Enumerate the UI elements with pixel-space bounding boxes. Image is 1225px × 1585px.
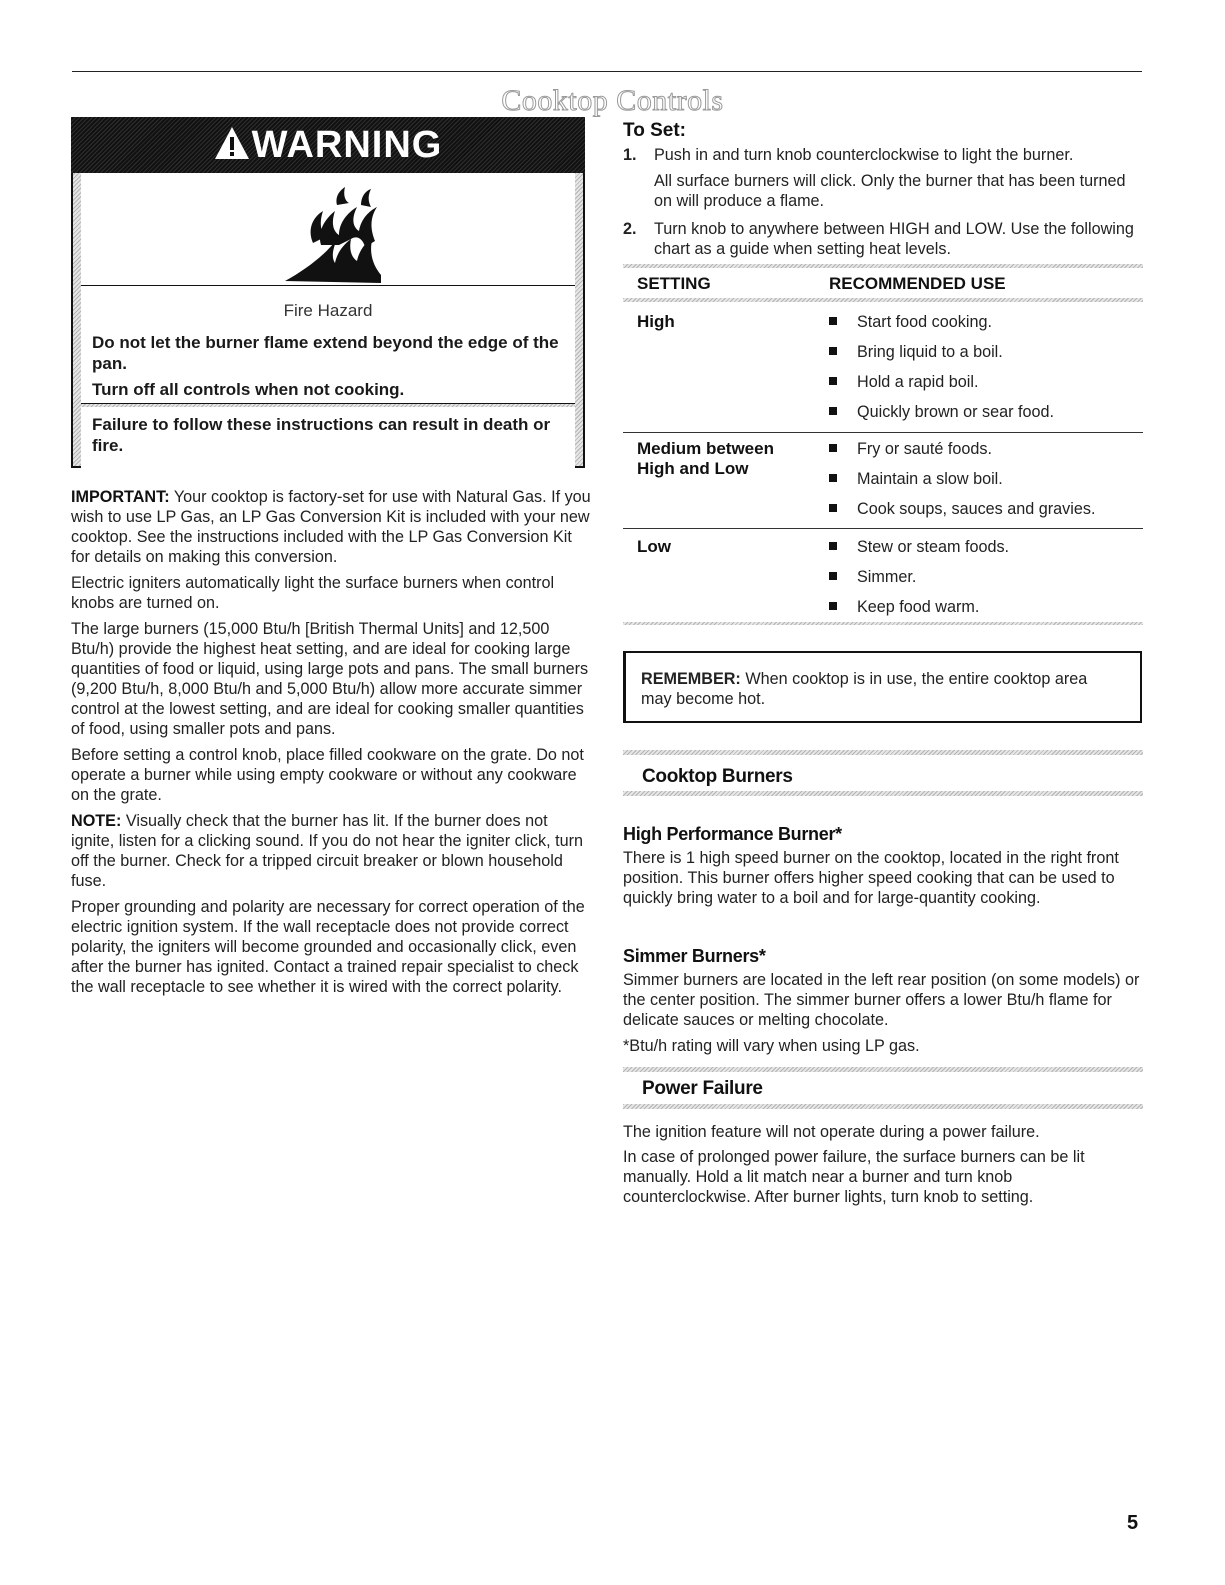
warning-divider [81,285,575,286]
page-number: 5 [1127,1512,1139,1534]
step-text: Push in and turn knob counterclockwise to light the burner. [654,146,1074,164]
setting-high: High [637,312,675,331]
warning-box [71,117,585,468]
bullet-icon [829,347,837,355]
step-1 [623,145,1143,215]
table-header-band [623,298,1143,302]
important-paragraph [71,487,591,567]
use-item: Bring liquid to a boil. [829,342,1149,362]
step-number: 1. [623,146,637,164]
important-label: IMPORTANT: [71,488,170,506]
hazard-line-2: Turn off all controls when not cooking. [92,380,405,399]
use-item: Stew or steam foods. [829,537,1149,557]
bullet-icon [829,317,837,325]
step-2 [623,219,1143,259]
bullet-icon [829,602,837,610]
note-label: NOTE: [71,812,122,830]
setting-medium: Medium between High and Low [637,439,774,478]
use-item: Maintain a slow boil. [829,469,1149,489]
power-failure-p2: In case of prolonged power failure, the surface burners can be lit manually. Hold a lit match near a burner and turn knob counterclockwise. After burner lights, turn knob to setting. [623,1148,1085,1206]
note-paragraph [71,811,591,891]
use-item: Cook soups, sauces and gravies. [829,499,1149,519]
bullet-icon [829,474,837,482]
use-item: Keep food warm. [829,597,1149,617]
remember-body: When cooktop is in use, the entire cooktop area may become hot. [641,670,1088,708]
use-item: Hold a rapid boil. [829,372,1149,392]
warning-title-text: WARNING [251,123,443,166]
power-failure-title: Power Failure [642,1078,763,1099]
row-divider [623,432,1143,433]
setting-low: Low [637,537,671,556]
bullet-icon [829,504,837,512]
high-performance-text: There is 1 high speed burner on the cooktop, located in the right front position. This burner offers higher speed cooking that can be used to quickly bring water to a boil and for large-quantity cooking. [623,849,1119,907]
use-item: Start food cooking. [829,312,1149,332]
top-rule [72,71,1142,72]
bullet-icon [829,407,837,415]
step-number: 2. [623,220,637,238]
igniters-paragraph: Electric igniters automatically light the surface burners when control knobs are turned on. [71,574,555,612]
remember-label: REMEMBER: [641,670,741,688]
hazard-line-1: Do not let the burner flame extend beyond the edge of the pan. [92,333,559,373]
section-band-bottom [623,1104,1143,1109]
section-band-top [623,1067,1143,1072]
page-title: Cooktop Controls [501,84,724,117]
hazard-title: Fire Hazard [283,301,373,320]
table-header-use: RECOMMENDED USE [829,274,1006,293]
fire-hazard-icon [277,183,387,293]
hazard-line-3: Failure to follow these instructions can result in death or fire. [92,415,551,455]
step-subtext: All surface burners will click. Only the burner that has been turned on will produce a flame. [654,172,1126,210]
warning-triangle-icon [214,126,250,160]
high-performance-title: High Performance Burner* [623,824,842,844]
table-bottom-band [623,622,1143,625]
remember-text [641,669,1121,709]
to-set-title: To Set: [623,120,686,141]
bullet-icon [829,542,837,550]
simmer-burners-text: Simmer burners are located in the left rear position (on some models) or the center position. The simmer burner offers a lower Btu/h flame for delicate sauces or melting chocolate. [623,971,1140,1029]
grounding-paragraph: Proper grounding and polarity are necessary for correct operation of the electric ignition system. If the wall receptacle does not provide correct polarity, the igniters will become grounded and occasionally click, even after the burner has ignited. Contact a trained repair specialist to check the wall receptacle to see whether it is wired with the correct polarity. [71,898,585,996]
table-top-band [623,264,1143,268]
use-item: Simmer. [829,567,1149,587]
bullet-icon [829,572,837,580]
note-text: Visually check that the burner has lit. If the burner does not ignite, listen for a clicking sound. If you do not hear the igniter click, turn off the burner. Check for a tripped circuit breaker or blown household fuse. [71,812,583,890]
btu-footnote: *Btu/h rating will vary when using LP gas. [623,1037,920,1055]
warning-header [71,117,585,173]
burners-paragraph: The large burners (15,000 Btu/h [British Thermal Units] and 12,500 Btu/h) provide the highest heat setting, and are ideal for cooking large quantities of food or liquid, using large pots and pans. The small burners (9,200 Btu/h, 8,000 Btu/h and 5,000 Btu/h) allow more accurate simmer control at the lowest setting, and are ideal for cooking smaller quantities of food, using smaller pots and pans. [71,620,589,738]
bullet-icon [829,377,837,385]
warning-divider [81,403,575,404]
section-band-top [623,750,1143,755]
bullet-icon [829,444,837,452]
important-text: Your cooktop is factory-set for use with Natural Gas. If you wish to use LP Gas, an LP Gas Conversion Kit is included with your new cooktop. See the instructions included with the LP Gas Conversion Kit for details on making this conversion. [71,488,591,566]
cooktop-burners-title: Cooktop Burners [642,766,793,787]
cookware-paragraph: Before setting a control knob, place filled cookware on the grate. Do not operate a burner while using empty cookware or without any cookware on the grate. [71,746,584,804]
use-item: Quickly brown or sear food. [829,402,1149,422]
simmer-burners-title: Simmer Burners* [623,946,766,966]
table-header-setting: SETTING [637,274,711,293]
step-text: Turn knob to anywhere between HIGH and LOW. Use the following chart as a guide when setting heat levels. [654,220,1134,258]
left-column [71,487,591,1003]
warning-title [214,124,443,167]
section-band-bottom [623,791,1143,796]
row-divider [623,528,1143,529]
use-item: Fry or sauté foods. [829,439,1149,459]
power-failure-p1: The ignition feature will not operate during a power failure. [623,1123,1040,1141]
